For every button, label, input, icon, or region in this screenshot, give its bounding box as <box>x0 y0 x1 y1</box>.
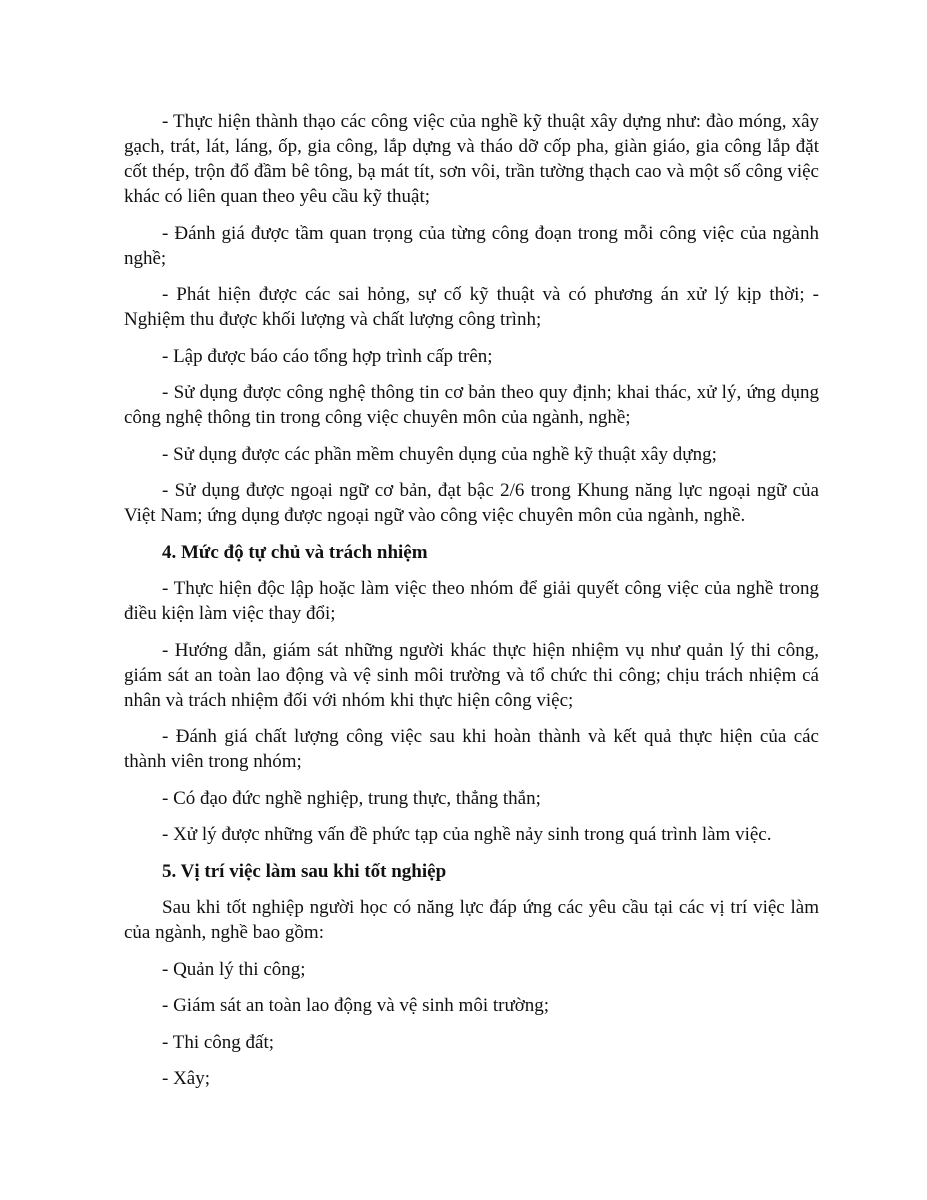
paragraph: - Đánh giá chất lượng công việc sau khi hoàn thành và kết quả thực hiện của các thành viên trong nhóm; <box>124 726 819 772</box>
paragraph: - Sử dụng được ngoại ngữ cơ bản, đạt bậc 2/6 trong Khung năng lực ngoại ngữ của Việt Nam; ứng dụng được ngoại ngữ vào công việc chuyên môn của ngành, nghề. <box>124 480 819 526</box>
paragraph: - Phát hiện được các sai hỏng, sự cố kỹ thuật và có phương án xử lý kịp thời; - Nghiệm thu được khối lượng và chất lượng công trình; <box>124 284 819 330</box>
section-heading: 4. Mức độ tự chủ và trách nhiệm <box>162 541 428 563</box>
paragraph: - Xử lý được những vấn đề phức tạp của nghề nảy sinh trong quá trình làm việc. <box>162 824 772 845</box>
paragraph: - Thực hiện độc lập hoặc làm việc theo nhóm để giải quyết công việc của nghề trong điều kiện làm việc thay đổi; <box>124 578 819 624</box>
paragraph: - Sử dụng được công nghệ thông tin cơ bản theo quy định; khai thác, xử lý, ứng dụng công nghệ thông tin trong công việc chuyên môn của ngành, nghề; <box>124 382 819 428</box>
paragraph: - Thực hiện thành thạo các công việc của nghề kỹ thuật xây dựng như: đào móng, xây gạch, trát, lát, láng, ốp, gia công, lắp dựng và tháo dỡ cốp pha, giàn giáo, gia công lắp đặt cốt thép, trộn đổ đầm bê tông, bạ mát tít, sơn vôi, trần tường thạch cao và một số công việc khác có liên quan theo yêu cầu kỹ thuật; <box>124 111 819 207</box>
section-heading: 5. Vị trí việc làm sau khi tốt nghiệp <box>162 860 447 882</box>
paragraph: - Thi công đất; <box>162 1031 275 1053</box>
paragraph: - Sử dụng được các phần mềm chuyên dụng của nghề kỹ thuật xây dựng; <box>162 443 717 465</box>
paragraph: - Đánh giá được tầm quan trọng của từng công đoạn trong mỗi công việc của ngành nghề; <box>124 222 819 269</box>
paragraph: - Quản lý thi công; <box>162 958 306 980</box>
paragraph: - Có đạo đức nghề nghiệp, trung thực, thẳng thắn; <box>162 787 541 809</box>
paragraph: - Xây; <box>162 1068 211 1089</box>
paragraph: - Giám sát an toàn lao động và vệ sinh môi trường; <box>162 995 550 1016</box>
document-page <box>124 109 819 1103</box>
paragraph: Sau khi tốt nghiệp người học có năng lực đáp ứng các yêu cầu tại các vị trí việc làm của ngành, nghề bao gồm: <box>124 897 819 943</box>
paragraph: - Lập được báo cáo tổng hợp trình cấp trên; <box>162 345 493 367</box>
paragraph: - Hướng dẫn, giám sát những người khác thực hiện nhiệm vụ như quản lý thi công, giám sát an toàn lao động và vệ sinh môi trường và tổ chức thi công; chịu trách nhiệm cá nhân và trách nhiệm đối với nhóm khi thực hiện công việc; <box>124 639 819 711</box>
